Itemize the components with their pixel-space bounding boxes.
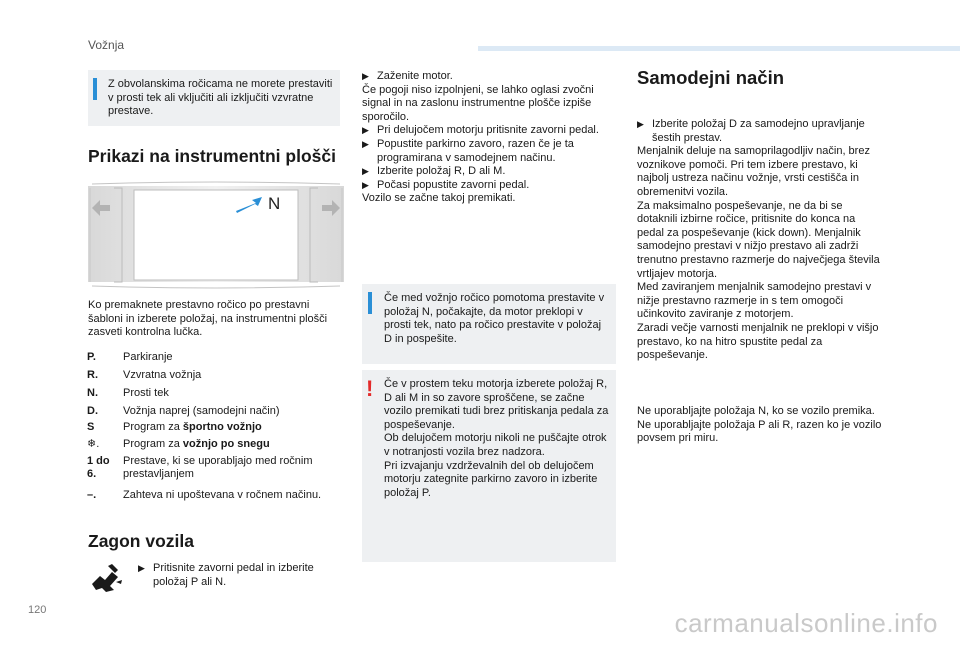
gear-symbol: N: [268, 194, 281, 213]
instrument-display-figure: [88, 178, 344, 290]
info-note-paddles: [88, 70, 340, 126]
warning-icon: !: [366, 376, 374, 401]
heading-display: Prikazi na instrumentni plošči: [88, 146, 336, 166]
heading-auto-mode: Samodejni način: [637, 67, 785, 88]
info-note-neutral: [362, 284, 616, 364]
foot-pedal-icon: [88, 562, 124, 596]
watermark: carmanualsonline.info: [674, 608, 938, 638]
info-note-text: Z obvolanskima ročicama ne morete prestaviti v prosti tek ali vključiti ali izključiti vzvratne prestave.: [108, 78, 333, 118]
auto-mode-text: ▶ Izberite položaj D za samodejno upravljanje šestih prestav. Menjalnik deluje na samoprilagodljiv način, brez voznikove pomoči. Pri tem izbere prestavo, ki najbolj ustreza načinu vožnje, vrsti cestišča in obremenitvi vozila. Za maksimalno pospeševanje, ne da bi se dotaknili izbirne ročice, pritisnite do konca na pedal za pospeševanje (kick down). Menjalnik samodejno prestavi v nižjo prestavo ali zadrži trenutno prestavno razmerje do največjega števila vrtljajev motorja. Med zaviranjem menjalnik samodejno prestavi v nižje prestavno razmerje in s tem omogoči učinkovito zaviranje z motorjem. Zaradi večje varnosti menjalnik ne preklopi v višjo prestavo, ko na hitro spustite pedal za pospeševanje.: [637, 118, 880, 362]
warning-note: [362, 370, 616, 562]
info-note-text: Če med vožnjo ročico pomotoma prestavite v položaj N, počakajte, da motor preklopi v prosti tek, nato pa ročico prestavite v položaj D in pospešite.: [384, 292, 605, 345]
header-bar: [478, 46, 960, 51]
start-procedure: ▶ Zaženite motor. Če pogoji niso izpolnjeni, se lahko oglasi zvočni signal in na zaslonu instrumentne plošče izpiše sporočilo. ▶ Pri delujočem motorju pritisnite zavorni pedal. ▶ Popustite parkirno zavoro, razen če je ta programirana v samodejnem načinu. ▶ Izberite položaj R, D ali M. ▶ Počasi popustite zavorni pedal. Vozilo se začne takoj premikati.: [362, 70, 599, 205]
warning-text: Če v prostem teku motorja izberete položaj R, D ali M in so zavore sproščene, se začne vozilo premikati tudi brez pritiskanja pedala za pospeševanje. Ob delujočem motorju nikoli ne puščajte otrok v notranjosti vozila brez nadzora. Pri izvajanju vzdrževalnih del ob delujočem motorju zategnite parkirno zavoro in izberite položaj P.: [384, 378, 609, 499]
heading-start: Zagon vozila: [88, 531, 194, 551]
display-description: Ko premaknete prestavno ročico po prestavni šabloni in izberete položaj, na instrumentni plošči zasveti kontrolna lučka.: [88, 299, 328, 339]
start-step: ▶ Pritisnite zavorni pedal in izberite položaj P ali N.: [138, 562, 314, 588]
auto-mode-notes: Ne uporabljajte položaja N, ko se vozilo premika. Ne uporabljajte položaja P ali R, razen ko je vozilo povsem pri miru.: [637, 405, 882, 445]
page-number: 120: [28, 604, 47, 616]
section-header: Vožnja: [88, 38, 125, 52]
info-icon: [368, 292, 372, 314]
info-icon: [93, 78, 97, 100]
